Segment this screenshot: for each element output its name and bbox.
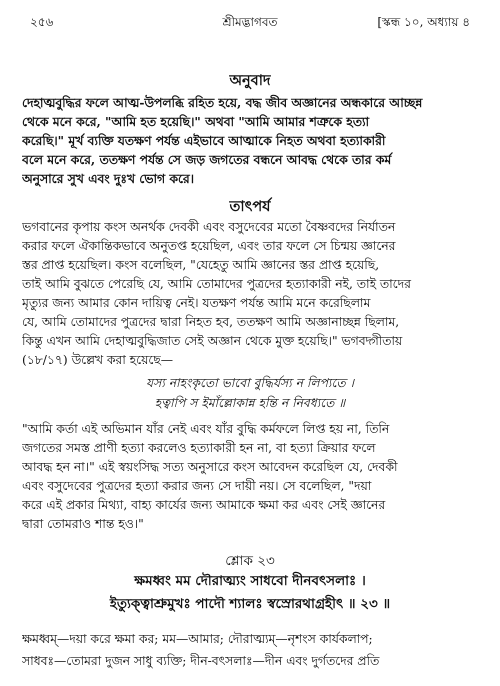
page-number: ২৫৬ <box>30 15 54 29</box>
translation-line: বলে মনে করে, ততক্ষণ পর্যন্ত সে জড় জগতের বন্ধনে আবদ্ধ থেকে তার কর্ম <box>22 152 392 167</box>
synonyms-line: সাধবঃ—তোমরা দুজন সাধু ব্যক্তি; দীন-বৎসলাঃ—দীন এবং দুর্গতদের প্রতি <box>22 654 380 668</box>
purport-line: মৃত্যুর জন্য আমার কোন দায়িত্ব নেই। যতক্ষণ পর্যন্ত আমি মনে করেছিলাম <box>22 296 371 310</box>
chapter-reference: [স্কন্ধ ১০, অধ্যায় ৪ <box>377 15 470 29</box>
synonyms-line: ক্ষমধ্বম্—দয়া করে ক্ষমা কর; মম—আমার; দৌরাত্ম্যম্—নৃশংস কার্যকলাপ; <box>22 632 373 646</box>
sloka-line: ইত্যুক্ত্বাশ্রুমুখঃ পাদৌ শ্যালঃ স্বস্রোরথাগ্রহীৎ ॥ ২৩ ॥ <box>109 596 391 612</box>
purport-line: যে, আমি তোমাদের পুত্রদের দ্বারা নিহত হব, ততক্ষণ আমি অজ্ঞানাচ্ছন্ন ছিলাম, <box>22 315 400 329</box>
purport-line: স্তর প্রাপ্ত হয়েছিল। কংস বলেছিল, "যেহেতু আমি জ্ঞানের স্তর প্রাপ্ত হয়েছি, <box>22 258 380 272</box>
gita-verse-line: যস্য নাহংকৃতো ভাবো বুদ্ধির্যস্য ন লিপ্যতে । <box>146 376 354 390</box>
purport-line: কিন্তু এখন আমি দেহাত্মবুদ্ধিজাত সেই অজ্ঞান থেকে মুক্ত হয়েছি।" ভগবদ্গীতায় <box>22 334 403 348</box>
purport-line: "আমি কর্তা এই অভিমান যাঁর নেই এবং যাঁর বুদ্ধি কর্মফলে লিপ্ত হয় না, তিনি <box>22 422 390 436</box>
purport-line: (১৮/১৭) উল্লেখ করা হয়েছে— <box>22 353 174 367</box>
translation-line: থেকে মনে করে, "আমি হত হয়েছি।" অথবা "আমি আমার শত্রুকে হত্যা <box>22 114 370 129</box>
purport-line: করে এই প্রকার মিথ্যা, বাহ্য কার্যের জন্য আমাকে ক্ষমা কর এবং সেই জ্ঞানের <box>22 498 386 512</box>
purport-line: তাই আমি বুঝতে পেরেছি যে, আমি তোমাদের পুত্রদের হত্যাকারী নই, তাই তাদের <box>22 277 411 291</box>
page-header <box>30 14 470 32</box>
purport-line: জগতের সমস্ত প্রাণী হত্যা করলেও হত্যাকারী হন না, বা হত্যা ক্রিয়ার ফলে <box>22 441 376 455</box>
purport-line: এবং বসুদেবের পুত্রদের হত্যা করার জন্য সে দায়ী নয়। সে বলেছিল, "দয়া <box>22 479 372 493</box>
translation-heading: অনুবাদ <box>229 72 271 89</box>
purport-line: ভগবানের কৃপায় কংস অনর্থক দেবকী এবং বসুদেবের মতো বৈষ্ণবদের নির্যাতন <box>22 220 396 234</box>
purport-line: দ্বারা তোমরাও শান্ত হও।" <box>22 517 144 531</box>
purport-line: আবদ্ধ হন না।" এই স্বয়ংসিদ্ধ সত্য অনুসারে কংস আবেদন করেছিল যে, দেবকী <box>22 460 398 474</box>
sloka-heading: শ্লোক ২৩ <box>225 553 275 569</box>
translation-line: করেছি।" মূর্খ ব্যক্তি যতক্ষণ পর্যন্ত এইভাবে আত্মাকে নিহত অথবা হত্যাকারী <box>22 133 386 148</box>
sloka-line: ক্ষমধ্বং মম দৌরাত্ম্যং সাধবো দীনবৎসলাঃ । <box>134 573 366 589</box>
book-title: শ্রীমদ্ভাগবত <box>222 15 278 29</box>
purport-heading: তাৎপর্য <box>229 198 271 215</box>
gita-verse-line: হত্বাপি স ইমাঁল্লোকান্ন হন্তি ন নিবধ্যতে ॥ <box>154 396 346 410</box>
translation-line: অনুসারে সুখ এবং দুঃখ ভোগ করে। <box>22 171 195 186</box>
translation-line: দেহাত্মবুদ্ধির ফলে আত্ম-উপলব্ধি রহিত হয়ে, বদ্ধ জীব অজ্ঞানের অন্ধকারে আচ্ছন্ন <box>22 95 423 110</box>
purport-line: করার ফলে ঐকান্তিকভাবে অনুতপ্ত হয়েছিল, এবং তার ফলে সে চিন্ময় জ্ঞানের <box>22 239 396 253</box>
